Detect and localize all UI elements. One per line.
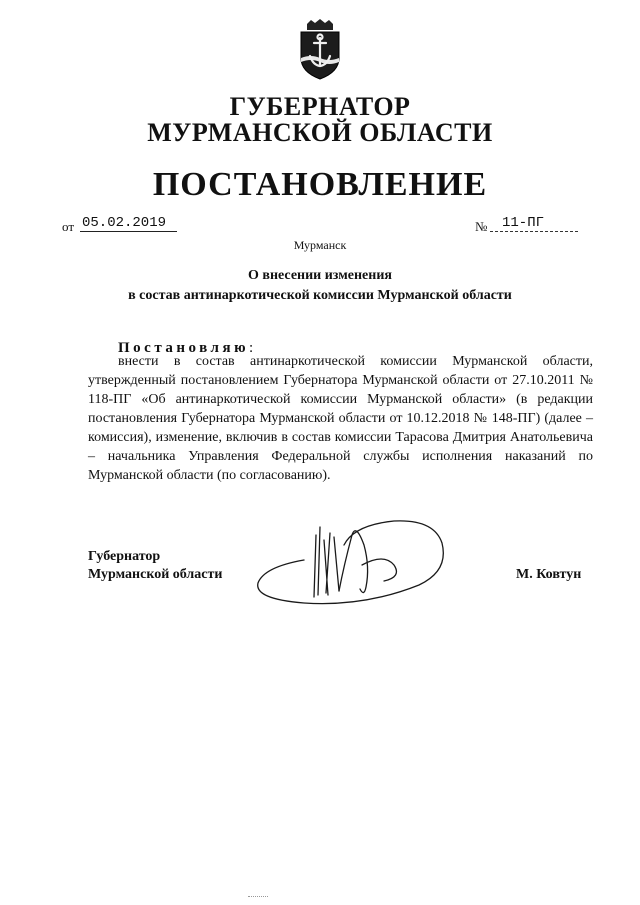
decree-word: Постановляю xyxy=(118,340,250,356)
city: Мурманск xyxy=(293,238,347,252)
subject-line-1: О внесении изменения xyxy=(248,268,392,283)
page-mark xyxy=(248,896,268,899)
date-prefix: от xyxy=(62,219,75,234)
document-number: 11-ПГ xyxy=(490,215,578,232)
signatory-name: М. Ковтун xyxy=(516,567,582,582)
document-date: 05.02.2019 xyxy=(80,215,177,232)
document-type: ПОСТАНОВЛЕНИЕ xyxy=(152,166,488,203)
subject-line-2: в состав антинаркотической комиссии Мурманской области xyxy=(128,288,512,303)
decree-colon: : xyxy=(249,340,254,356)
handwritten-signature-icon xyxy=(244,505,456,615)
signatory-title-line-1: Губернатор xyxy=(88,549,161,564)
signatory-title-line-2: Мурманской области xyxy=(88,567,223,582)
decree-body xyxy=(88,352,593,485)
coat-of-arms-icon xyxy=(297,18,343,80)
number-prefix: № xyxy=(475,219,488,234)
issuer-line-2: МУРМАНСКОЙ ОБЛАСТИ xyxy=(147,118,493,147)
decree-body-text: внести в состав антинаркотической комиссии Мурманской области, утвержденный постановлением Губернатора Мурманской области от 27.10.2011 № 118-ПГ «Об антинаркотической комиссии Мурманской области» (в редакции постановления Губернатора Мурманской области от 10.12.2018 № 148-ПГ) (далее – комиссия), изменение, включив в состав комиссии Тарасова Дмитрия Анатольевича – начальника Управления Федеральной службы исполнения наказаний по Мурманской области (по согласованию). xyxy=(88,354,593,483)
issuer-line-1: ГУБЕРНАТОР xyxy=(229,92,411,121)
